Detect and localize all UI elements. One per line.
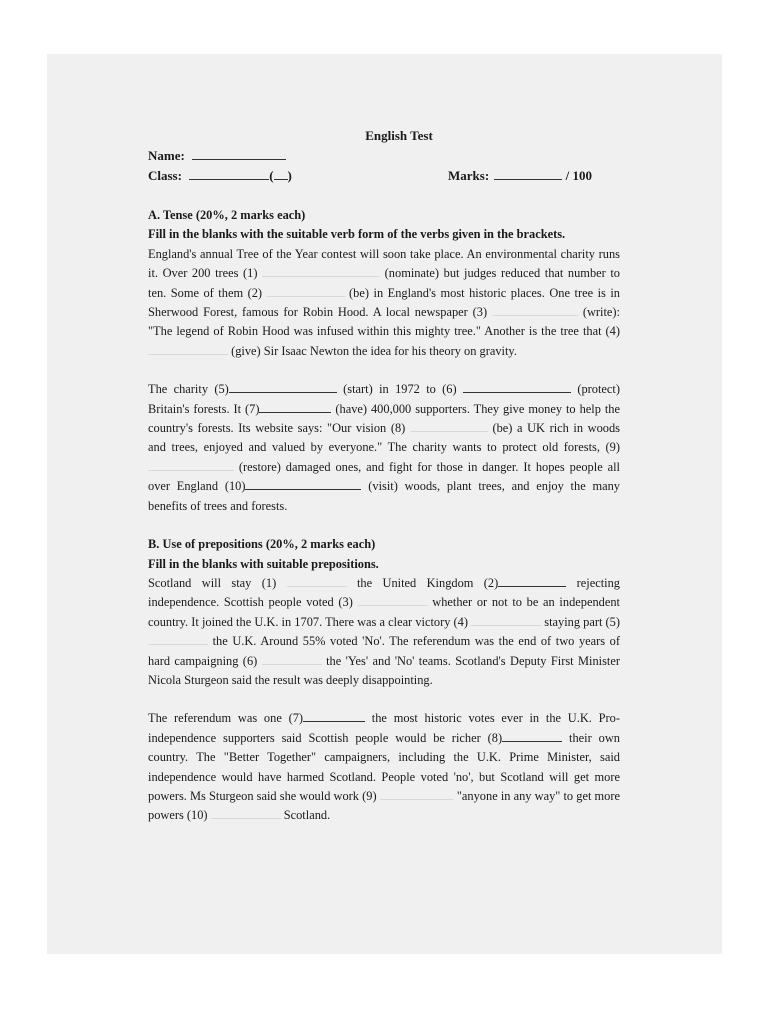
answer-blank[interactable] [148, 633, 208, 645]
paragraph-text: (write): "The legend of Robin Hood was infused within this mighty tree." Another is the tree that (4) [148, 305, 620, 339]
paragraph-text: "anyone in any way" to get more powers (10) [148, 788, 620, 823]
paragraph-text: (give) Sir Isaac Newton the idea for his theory on gravity. [228, 343, 517, 358]
paragraph-text: the United Kingdom (2) [346, 575, 499, 590]
class-marks-row [148, 166, 620, 186]
class-blank[interactable] [189, 168, 269, 180]
paragraph [148, 709, 620, 825]
paragraph-text: Scotland will stay (1) [148, 575, 287, 590]
paragraph-text: (visit) woods, plant trees, and enjoy the many benefits of trees and forests. [148, 479, 620, 513]
paragraph-text: (protect) Britain's forests. It (7) [148, 382, 620, 416]
class-number-open: ( [269, 168, 274, 183]
paragraph-text: (have) 400,000 supporters. They give money to help the country's forests. Its website says: "Our vision (8) [148, 401, 620, 436]
paragraph [148, 380, 620, 516]
answer-blank[interactable] [498, 575, 566, 587]
answer-blank[interactable] [229, 381, 337, 393]
marks-label: Marks: [448, 168, 490, 183]
section-instruction: Fill in the blanks with the suitable verb form of the verbs given in the brackets. [148, 227, 566, 242]
answer-blank[interactable] [148, 343, 228, 355]
name-label: Name: [148, 148, 185, 163]
paragraph-text: the U.K. Around 55% voted 'No'. The referendum was the end of two years of hard campaigning (6) [148, 634, 620, 668]
answer-blank[interactable] [380, 788, 454, 800]
paragraph-text: The referendum was one (7) [148, 711, 304, 726]
marks-blank[interactable] [494, 168, 562, 180]
paragraph-text: The charity (5) [148, 382, 229, 397]
answer-blank[interactable] [259, 401, 331, 413]
paragraph [148, 245, 620, 361]
marks-total: / 100 [565, 168, 593, 183]
paragraph-text: (be) a UK rich in woods and trees, enjoyed and valued by everyone." The charity wants to protect old forests, (9) [148, 421, 621, 455]
answer-blank[interactable] [262, 653, 322, 665]
answer-blank[interactable] [463, 381, 571, 393]
test-content [148, 126, 620, 826]
paragraph-text: the 'Yes' and 'No' teams. Scotland's Deputy First Minister Nicola Sturgeon said the result was deeply disappointing. [148, 653, 620, 687]
paragraph-text: (nominate) but judges reduced that number to ten. Some of them (2) [148, 266, 620, 300]
test-title: English Test [365, 128, 433, 143]
paragraph-text: Scotland. [280, 808, 331, 823]
paragraph-text: (be) in England's most historic places. One tree is in Sherwood Forest, famous for Robin Hood. A local newspaper (3) [148, 285, 620, 320]
paragraph-text: staying part (5) [541, 614, 621, 629]
answer-blank[interactable] [287, 575, 347, 587]
class-number-blank[interactable] [274, 168, 288, 180]
paragraph-text: (start) in 1972 to (6) [336, 382, 463, 397]
class-label: Class: [148, 168, 182, 183]
paragraph-text: (restore) damaged ones, and fight for those in danger. It hopes people all over England (10) [148, 459, 620, 494]
section-heading: A. Tense (20%, 2 marks each) [148, 208, 306, 222]
answer-blank[interactable] [245, 478, 361, 490]
answer-blank[interactable] [303, 710, 365, 722]
paragraph-text: England's annual Tree of the Year contest will soon take place. An environmental charity runs it. Over 200 trees (1) [148, 246, 620, 281]
answer-blank[interactable] [502, 730, 562, 742]
class-number-close: ) [287, 168, 292, 183]
paragraph-text: their own country. The "Better Together" campaigners, including the U.K. Prime Minister, said independence would have harmed Scotland. People voted 'no', but Scotland will get more powers. Ms Sturgeon said she would work (9) [148, 730, 620, 803]
answer-blank[interactable] [211, 807, 281, 819]
paragraph-text: the most historic votes ever in the U.K. Pro-independence supporters said Scottish people would be richer (8) [148, 711, 620, 745]
answer-blank[interactable] [471, 614, 541, 626]
name-blank[interactable] [192, 148, 286, 160]
section-instruction: Fill in the blanks with suitable prepositions. [148, 556, 379, 571]
answer-blank[interactable] [262, 265, 380, 277]
marks-group [448, 166, 592, 186]
answer-blank[interactable] [267, 285, 345, 297]
paragraph-text: whether or not to be an independent country. It joined the U.K. in 1707. There was a clear victory (4) [148, 595, 620, 629]
paragraph-text: rejecting independence. Scottish people voted (3) [148, 575, 620, 610]
answer-blank[interactable] [148, 459, 234, 471]
answer-blank[interactable] [410, 420, 488, 432]
answer-blank[interactable] [358, 594, 428, 606]
paragraph [148, 574, 620, 690]
section-b [148, 535, 620, 826]
section-heading: B. Use of prepositions (20%, 2 marks each) [148, 537, 376, 552]
name-row [148, 146, 620, 166]
answer-blank[interactable] [492, 304, 578, 316]
section-a [148, 206, 620, 516]
